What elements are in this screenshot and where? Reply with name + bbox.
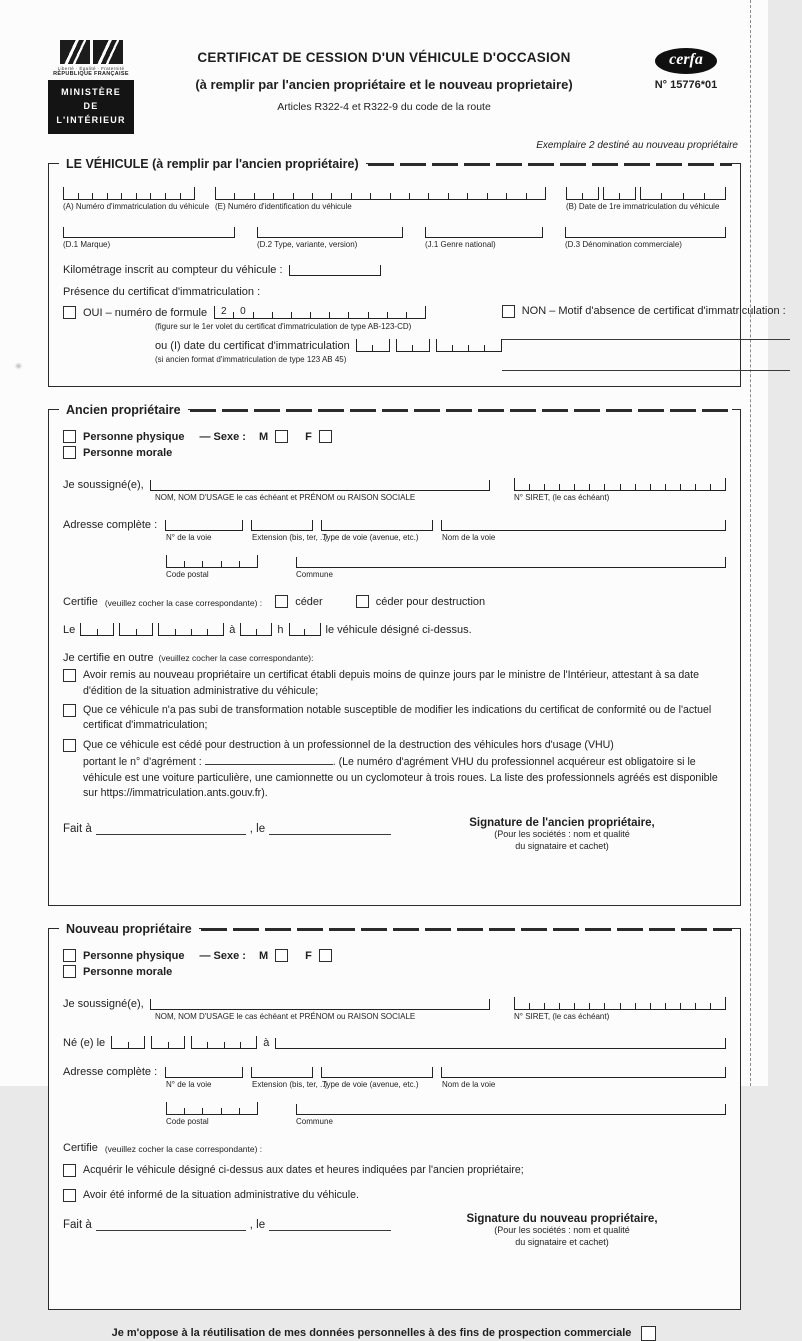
field-immatriculation [63,186,210,212]
buyer-physique-label: Personne physique [83,950,185,963]
buyer-morale-label: Personne morale [83,966,173,979]
buyer-certify-item-2 [63,1188,726,1203]
copy-note: Exemplaire 2 destiné au nouveau propriétaire [536,140,738,152]
buyer-postal-field [166,1101,258,1126]
first-reg-year-input[interactable] [640,186,726,200]
form-header [0,0,768,134]
buyer-street-type-caption: Type de voie (avenue, etc.) [322,1080,419,1090]
buyer-commune-input[interactable] [296,1102,726,1115]
seller-commune-caption: Commune [296,570,333,580]
legend-rule [368,163,732,166]
mileage-label: Kilométrage inscrit au compteur du véhicule : [63,264,283,277]
buyer-item2-text: Avoir été informé de la situation administrative du véhicule. [83,1188,359,1201]
buyer-birth-month-input[interactable] [151,1035,185,1049]
seller-siret-input[interactable] [514,477,726,491]
seller-item3-agrement-prefix: portant le n° d'agrément : [83,756,202,769]
field-vin [215,186,546,211]
optout-checkbox[interactable] [641,1326,656,1341]
genre-label: (J.1 Genre national) [425,240,496,250]
seller-fait-date-input[interactable] [269,823,391,835]
vehicle-section-body [49,164,786,386]
seller-sexe-f-label: F [305,431,312,444]
seller-street-type-caption: Type de voie (avenue, etc.) [322,533,419,543]
cerfa-number: N° 15776*01 [654,79,718,91]
seller-certify-label: Certifie [63,596,98,609]
seller-date-row [63,622,726,636]
buyer-fait-place-input[interactable] [96,1219,246,1231]
buyer-siret-caption: N° SIRET, (le cas échéant) [514,1012,610,1022]
seller-signature-block [422,817,702,852]
seller-morale-checkbox[interactable] [63,446,76,459]
oui-checkbox[interactable] [63,306,76,319]
buyer-section-body [49,929,740,1309]
seller-postal-input[interactable] [166,554,258,568]
brand-input[interactable] [63,225,235,238]
seller-cede-destruction-checkbox[interactable] [356,595,369,608]
genre-input[interactable] [425,225,543,238]
buyer-address-row [63,1065,726,1078]
marianne-flag-icon [48,40,134,64]
seller-section-body [49,410,740,905]
ministry-line1: MINISTÈRE [61,87,121,98]
field-type [257,225,403,249]
seller-certify-item-3 [63,738,726,801]
buyer-fait-date-input[interactable] [269,1219,391,1231]
mileage-input[interactable] [289,263,381,276]
buyer-sexe-m-label: M [258,950,269,963]
seller-signature-area [63,817,726,895]
republic-label: RÉPUBLIQUE FRANÇAISE [53,71,129,78]
buyer-fait-le-label: , le [249,1218,266,1231]
immatriculation-input[interactable] [63,186,195,200]
buyer-physique-checkbox[interactable] [63,949,76,962]
seller-certify-row [63,595,726,608]
ministry-motto: Liberté · Égalité · Fraternité [57,66,125,71]
buyer-section [48,922,741,1310]
buyer-person-physique-row [63,949,726,962]
cert-presence-label: Présence du certificat d'immatriculation : [63,286,261,299]
seller-sexe-m-checkbox[interactable] [275,430,288,443]
commercial-name-label: (D.3 Dénomination commerciale) [565,240,682,250]
non-row [502,305,802,318]
seller-item3-suffix: . (Le numéro d'agrément VHU du professionnel acquéreur est obligatoire si le véhicule est une voiture particulière, une camionnette ou un cyclomoteur à trois roues. La liste des professionnels agréés est disponible sur https://immatriculation.ants.gouv.fr). [83,756,718,799]
buyer-identity-row [63,996,726,1010]
first-registration-label: (B) Date de 1re immatriculation du véhicule [566,202,720,212]
seller-at-label: à [229,624,236,637]
seller-agrement-input[interactable] [205,753,333,765]
buyer-street-ext-input[interactable] [251,1065,313,1078]
seller-street-name-caption: Nom de la voie [442,533,496,543]
seller-item3-text [83,738,726,801]
buyer-signature-block [422,1213,702,1248]
buyer-birth-at-label: à [263,1037,270,1050]
field-brand [63,225,235,249]
first-reg-day-input[interactable] [566,186,599,200]
formule-input[interactable]: 2 0 [214,305,426,319]
cut-line [750,0,751,1086]
seller-cede-destruction-label: céder pour destruction [375,596,486,609]
buyer-person-morale-row [63,965,726,978]
type-label: (D.2 Type, variante, version) [257,240,358,250]
buyer-signature-caption-2: du signataire et cachet) [515,1236,609,1247]
scan-artifact [16,364,21,368]
buyer-identity-captions [63,1010,726,1021]
seller-street-name-input[interactable] [441,518,726,531]
seller-fait-label: Fait à [63,823,92,836]
seller-date-month-input[interactable] [119,622,153,636]
vehicle-section [48,157,786,387]
ministry-logo [48,40,134,134]
seller-sexe-f-checkbox[interactable] [319,430,332,443]
buyer-name-caption: NOM, NOM D'USAGE le cas échéant et PRÉNOM ou RAISON SOCIALE [155,1012,416,1022]
buyer-birth-year-input[interactable] [191,1035,257,1049]
seller-name-input[interactable] [150,478,490,491]
seller-physique-checkbox[interactable] [63,430,76,443]
cert-date-year-input[interactable] [436,338,502,352]
buyer-sexe-f-label: F [305,950,312,963]
seller-le-tail: le véhicule désigné ci-dessus. [325,624,472,637]
oui-label: OUI – numéro de formule [83,307,208,320]
seller-person-physique-row [63,430,726,443]
buyer-street-name-input[interactable] [441,1065,726,1078]
seller-item3-checkbox[interactable] [63,739,76,752]
seller-section-title: Ancien propriétaire [59,403,188,417]
seller-sexe-m-label: M [258,431,269,444]
seller-siret-caption: N° SIRET, (le cas échéant) [514,493,610,503]
form-articles: Articles R322-4 et R322-9 du code de la route [277,101,491,113]
seller-street-type-input[interactable] [321,518,433,531]
seller-address-captions [166,531,726,542]
mileage-row [63,263,726,276]
legend-rule [201,928,732,931]
seller-commune-field [296,555,726,579]
seller-item2-checkbox[interactable] [63,704,76,717]
buyer-item1-checkbox[interactable] [63,1164,76,1177]
ou-date-row [155,338,502,352]
buyer-street-ext-caption: Extension (bis, ter, ..) [252,1080,328,1090]
buyer-certify-item-1 [63,1163,726,1178]
vehicle-desc-row [63,225,726,249]
buyer-fait-label: Fait à [63,1218,92,1231]
oui-caption: (figure sur le 1er volet du certificat d'immatriculation de type AB-123-CD) [155,322,412,332]
buyer-signature-title: Signature du nouveau propriétaire, [466,1212,658,1225]
ou-date-label: ou (I) date du certificat d'immatriculation [155,340,350,353]
buyer-item2-checkbox[interactable] [63,1189,76,1202]
seller-item3-line1: Que ce véhicule est cédé pour destruction à un professionnel de la destruction des véhicules hors d'usage (VHU) [83,738,614,751]
brand-label: (D.1 Marque) [63,240,111,250]
ministry-name [48,80,134,134]
cerfa-logo: cerfa [655,48,717,74]
buyer-street-number-input[interactable] [165,1065,243,1078]
seller-street-number-input[interactable] [165,518,243,531]
seller-identity-captions [63,491,726,502]
seller-outre-row [63,652,726,664]
oui-column [63,305,502,376]
seller-item2-text: Que ce véhicule n'a pas subi de transformation notable susceptible de modifier les indications du certificat de conformité ou de l'actuel certificat d'immatriculation; [83,704,712,732]
buyer-street-name-caption: Nom de la voie [442,1080,496,1090]
buyer-sexe-f-checkbox[interactable] [319,949,332,962]
buyer-sexe-label: — Sexe : [199,950,246,963]
vin-input[interactable] [215,186,546,200]
buyer-commune-field [296,1102,726,1126]
footer-optout-row [0,1326,768,1341]
seller-physique-label: Personne physique [83,431,185,444]
seller-address-row2 [166,554,726,579]
non-column [502,305,802,376]
optout-label: Je m'oppose à la réutilisation de mes données personnelles à des fins de prospection commerciale [111,1327,632,1340]
seller-name-caption: NOM, NOM D'USAGE le cas échéant et PRÉNOM ou RAISON SOCIALE [155,493,416,503]
seller-signature-caption-2: du signataire et cachet) [515,840,609,851]
cert-date-month-input[interactable] [396,338,430,352]
seller-certify-paren: (veuillez cocher la case correspondante) : [104,598,263,609]
buyer-certify-row [63,1142,726,1154]
buyer-signature-caption-1: (Pour les sociétés : nom et qualité [494,1224,630,1235]
seller-item1-text: Avoir remis au nouveau propriétaire un certificat établi depuis moins de quinze jours par le ministre de l'Intérieur, attestant à sa date d'édition de la situation administrative du véhicule; [83,669,700,697]
buyer-certify-label: Certifie [63,1142,98,1155]
field-commercial-name [565,225,726,249]
buyer-address-captions [166,1078,726,1089]
vin-label: (E) Numéro d'identification du véhicule [215,202,352,212]
seller-commune-input[interactable] [296,555,726,568]
seller-postal-field [166,554,258,579]
seller-signature-caption-1: (Pour les sociétés : nom et qualité [494,829,630,840]
type-input[interactable] [257,225,403,238]
seller-cede-checkbox[interactable] [275,595,288,608]
buyer-address-row2 [166,1101,726,1126]
commercial-name-input[interactable] [565,225,726,238]
vehicle-ids-row [63,186,726,211]
seller-hour-input[interactable] [240,622,272,636]
buyer-name-input[interactable] [150,997,490,1010]
seller-outre-paren: (veuillez cocher la case correspondante): [158,653,314,664]
buyer-birth-day-input[interactable] [111,1035,145,1049]
seller-street-ext-input[interactable] [251,518,313,531]
seller-certify-item-1 [63,668,726,699]
ministry-line2: DE [83,101,99,112]
form-title: CERTIFICAT DE CESSION D'UN VÉHICULE D'OCCASION [197,50,571,65]
seller-item1-checkbox[interactable] [63,669,76,682]
oui-row [63,305,502,319]
seller-date-year-input[interactable] [158,622,224,636]
vehicle-section-title: LE VÉHICULE (à remplir par l'ancien propriétaire) [59,157,366,171]
seller-signature-title: Signature de l'ancien propriétaire, [469,817,655,830]
buyer-address-label: Adresse complète : [63,1066,158,1079]
non-motif-line-1[interactable] [502,328,790,340]
buyer-sexe-m-checkbox[interactable] [275,949,288,962]
form-subtitle: (à remplir par l'ancien propriétaire et le nouveau proprietaire) [195,77,573,92]
seller-le-label: Le [63,624,76,637]
flag-block-left [60,40,90,64]
seller-street-number-caption: N° de la voie [166,533,212,543]
legend-rule [190,409,732,412]
buyer-commune-caption: Commune [296,1117,333,1127]
seller-identity-row [63,477,726,491]
cert-presence-columns [63,305,786,376]
buyer-signature-area [63,1212,726,1299]
seller-morale-label: Personne morale [83,447,173,460]
title-block [148,40,620,134]
immatriculation-label: (A) Numéro d'immatriculation du véhicule [63,202,210,212]
buyer-morale-checkbox[interactable] [63,965,76,978]
seller-certify-item-2 [63,703,726,734]
seller-fait-place-input[interactable] [96,823,246,835]
seller-date-day-input[interactable] [80,622,114,636]
seller-section [48,403,741,906]
buyer-certify-paren: (veuillez cocher la case correspondante) : [104,1144,263,1155]
seller-cede-label: céder [295,596,323,609]
seller-sexe-label: — Sexe : [199,431,246,444]
buyer-street-type-input[interactable] [321,1065,433,1078]
seller-address-label: Adresse complète : [63,519,158,532]
buyer-birth-place-input[interactable] [275,1036,726,1049]
seller-outre-label: Je certifie en outre [63,652,154,665]
seller-person-morale-row [63,446,726,459]
seller-fait-le-label: , le [249,823,266,836]
buyer-section-title: Nouveau propriétaire [59,922,199,936]
seller-section-legend [59,401,732,419]
buyer-siret-input[interactable] [514,996,726,1010]
buyer-soussigne-label: Je soussigné(e), [63,998,144,1011]
seller-street-ext-caption: Extension (bis, ter, ..) [252,533,328,543]
seller-postal-caption: Code postal [166,570,209,580]
seller-soussigne-label: Je soussigné(e), [63,479,144,492]
ou-date-caption: (si ancien format d'immatriculation de type 123 AB 45) [155,355,347,365]
buyer-street-number-caption: N° de la voie [166,1080,212,1090]
ministry-line3: L'INTÉRIEUR [56,115,126,126]
field-first-registration [566,186,726,211]
buyer-section-legend [59,920,732,938]
non-checkbox[interactable] [502,305,515,318]
non-label: NON – Motif d'absence de certificat d'immatriculation : [521,305,786,318]
vehicle-section-legend [59,155,732,173]
seller-address-row [63,518,726,531]
buyer-born-label: Né (e) le [63,1037,106,1050]
first-registration-inputs [566,186,726,200]
buyer-item1-text: Acquérir le véhicule désigné ci-dessus aux dates et heures indiquées par l'ancien propriétaire; [83,1164,524,1177]
seller-minute-input[interactable] [289,622,321,636]
cerfa-block [634,40,738,134]
flag-block-right [93,40,123,64]
buyer-postal-input[interactable] [166,1101,258,1115]
first-reg-month-input[interactable] [603,186,636,200]
buyer-birth-row [63,1035,726,1049]
buyer-postal-caption: Code postal [166,1117,209,1127]
seller-hour-label: h [277,624,284,637]
field-genre [425,225,543,249]
cert-date-day-input[interactable] [356,338,390,352]
non-motif-line-2[interactable] [502,359,790,371]
